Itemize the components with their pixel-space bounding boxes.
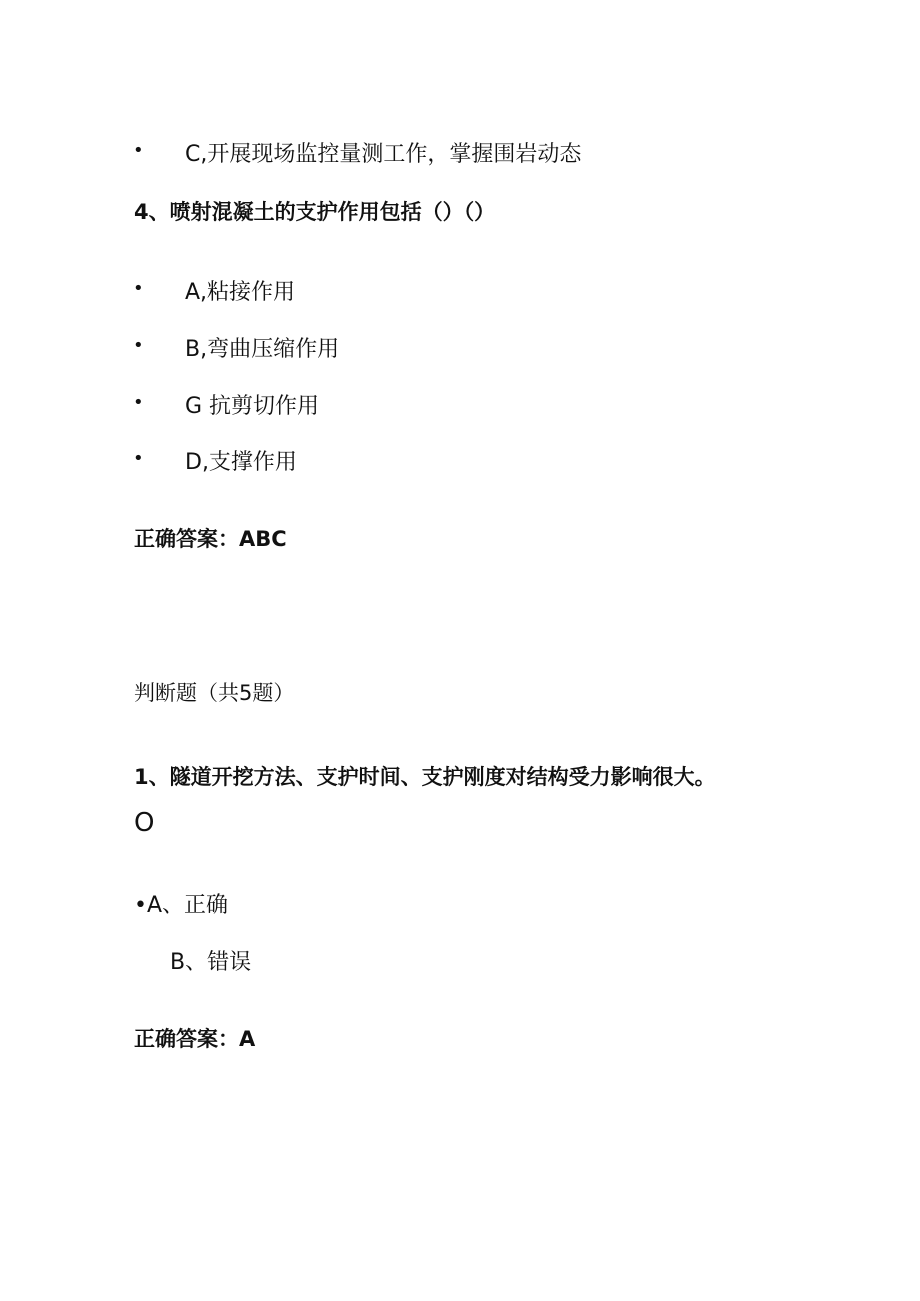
question-4-title: 4、喷射混凝土的支护作用包括（）（） <box>134 200 496 224</box>
option-d-label[interactable]: D,支撑作用 <box>185 450 297 475</box>
question-4-answer: 正确答案：ABC <box>134 527 287 551</box>
section-title: 判断题（共5题） <box>134 681 295 705</box>
bullet-icon: • <box>133 278 144 299</box>
option-wrong-label[interactable]: B、错误 <box>170 950 252 975</box>
option-a-label[interactable]: A,粘接作用 <box>185 280 296 305</box>
bullet-icon: • <box>133 448 144 469</box>
option-b-label[interactable]: B,弯曲压缩作用 <box>185 337 340 362</box>
answer-blank-mark: O <box>134 808 155 838</box>
bullet-icon: • <box>133 392 144 413</box>
option-g-label[interactable]: G 抗剪切作用 <box>185 394 320 419</box>
option-correct-label[interactable]: •A、正确 <box>134 893 229 918</box>
judgment-1-answer: 正确答案：A <box>134 1027 256 1051</box>
option-c-label[interactable]: C,开展现场监控量测工作，掌握围岩动态 <box>185 142 582 167</box>
judgment-1-title: 1、隧道开挖方法、支护时间、支护刚度对结构受力影响很大。 <box>134 765 716 789</box>
bullet-icon: • <box>133 140 144 161</box>
bullet-icon: • <box>133 335 144 356</box>
